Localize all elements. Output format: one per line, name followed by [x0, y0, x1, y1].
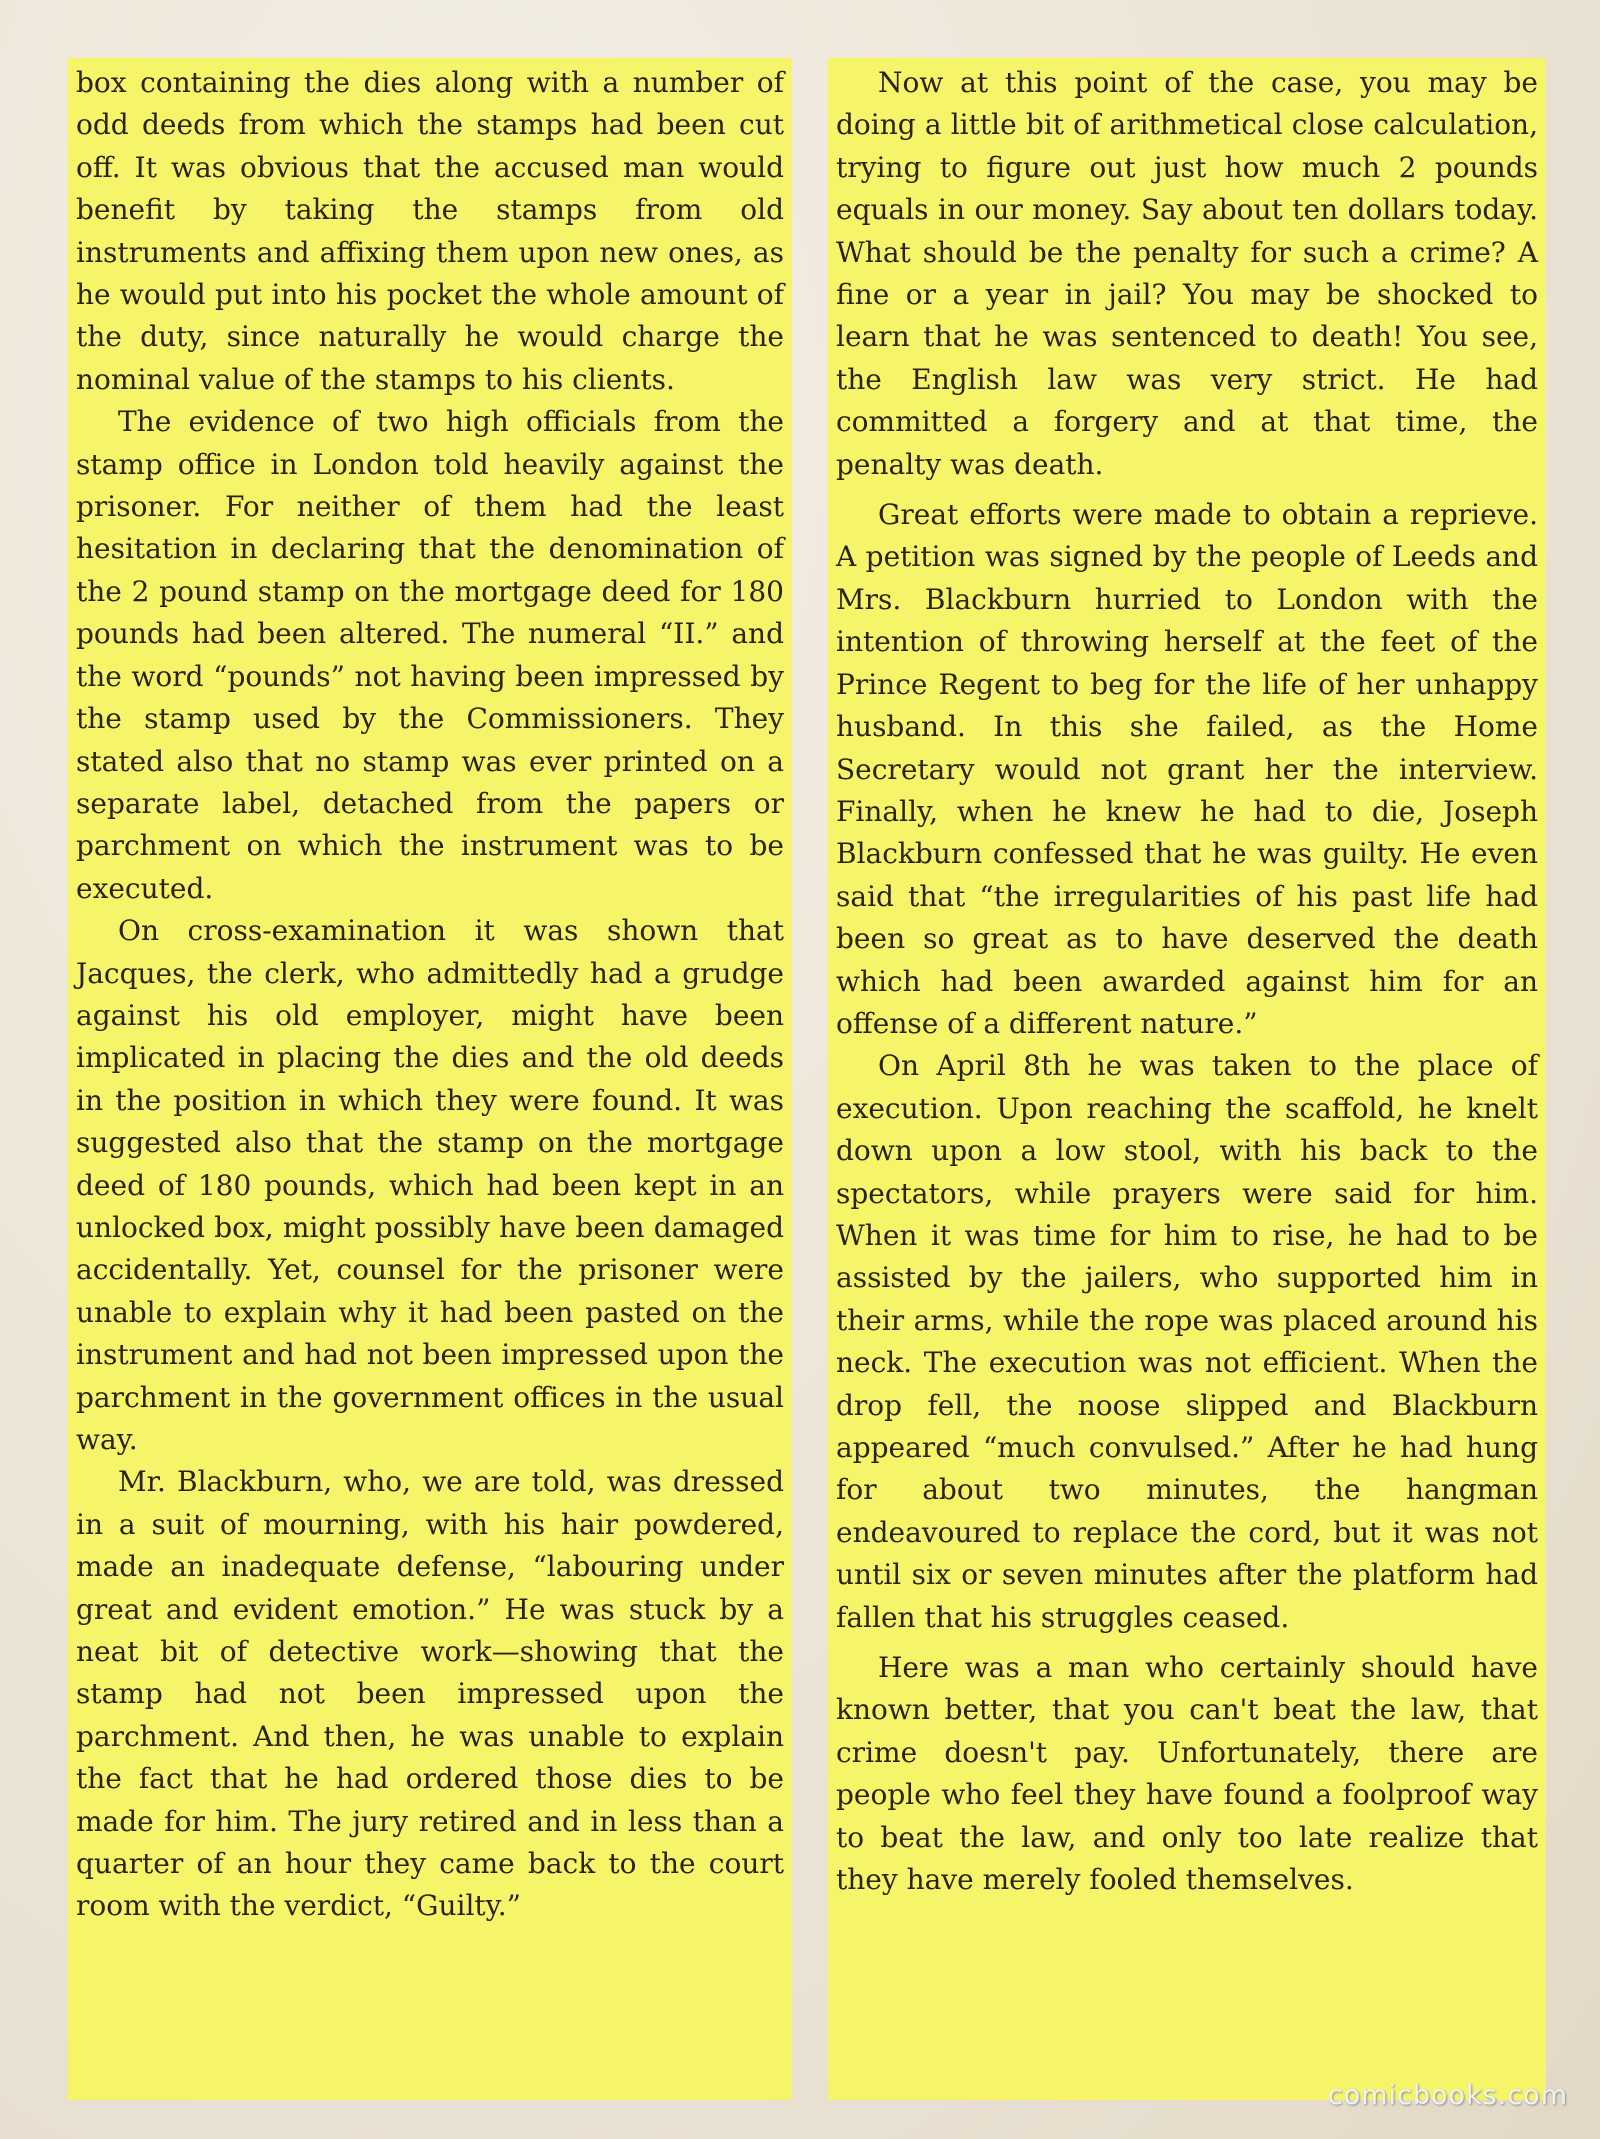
paragraph-gap — [836, 486, 1538, 494]
paragraph: Now at this point of the case, you may be doing a little bit of arithmetical close calculation, trying to figure out just how much 2 pounds equals in our money. Say about ten dollars today. What should be the penalty for such a crime? A fine or a year in jail? You may be shocked to learn that he was sentenced to death! You see, the English law was very strict. He had committed a forgery and at that time, the penalty was death. — [836, 66, 1538, 481]
right-text-column — [828, 58, 1546, 2100]
paragraph: Mr. Blackburn, who, we are told, was dressed in a suit of mourning, with his hair powdered, made an inadequate defense, “labouring under great and evident emotion.” He was stuck by a neat bit of detective work—showing that the stamp had not been impressed upon the parchment. And then, he was unable to explain the fact that he had ordered those dies to be made for him. The jury retired and in less than a quarter of an hour they came back to the court room with the verdict, “Guilty.” — [76, 1465, 784, 1923]
paragraph: The evidence of two high officials from the stamp office in London told heavily against the prisoner. For neither of them had the least hesitation in declaring that the denomination of the 2 pound stamp on the mortgage deed for 180 pounds had been altered. The numeral “II.” and the word “pounds” not having been impressed by the stamp used by the Commissioners. They stated also that no stamp was ever printed on a separate label, detached from the papers or parchment on which the instrument was to be executed. — [76, 405, 784, 905]
left-text-column — [68, 58, 792, 2100]
paragraph: box containing the dies along with a number of odd deeds from which the stamps had been cut off. It was obvious that the accused man would benefit by taking the stamps from old instruments and affixing them upon new ones, as he would put into his pocket the whole amount of the duty, since naturally he would charge the nominal value of the stamps to his clients. — [76, 66, 784, 396]
watermark-text: comicbooks.com — [1327, 2080, 1568, 2111]
paragraph: On cross-examination it was shown that Jacques, the clerk, who admittedly had a grudge against his old employer, might have been implicated in placing the dies and the old deeds in the position in which they were found. It was suggested also that the stamp on the mortgage deed of 180 pounds, which had been kept in an unlocked box, might possibly have been damaged accidentally. Yet, counsel for the prisoner were unable to explain why it had been pasted on the instrument and had not been impressed upon the parchment in the government offices in the usual way. — [76, 914, 784, 1456]
paragraph: Great efforts were made to obtain a reprieve. A petition was signed by the people of Leeds and Mrs. Blackburn hurried to London with the intention of throwing herself at the feet of the Prince Regent to beg for the life of her unhappy husband. In this she failed, as the Home Secretary would not grant her the interview. Finally, when he knew he had to die, Joseph Blackburn confessed that he was guilty. He even said that “the irregularities of his past life had been so great as to have deserved the death which had been awarded against him for an offense of a different nature.” — [836, 498, 1538, 1040]
paragraph: On April 8th he was taken to the place of execution. Upon reaching the scaffold, he knelt down upon a low stool, with his back to the spectators, while prayers were said for him. When it was time for him to rise, he had to be assisted by the jailers, who supported him in their arms, while the rope was placed around his neck. The execution was not efficient. When the drop fell, the noose slipped and Blackburn appeared “much convulsed.” After he had hung for about two minutes, the hangman endeavoured to replace the cord, but it was not until six or seven minutes after the platform had fallen that his struggles ceased. — [836, 1049, 1538, 1634]
paragraph-gap — [836, 1639, 1538, 1647]
paragraph: Here was a man who certainly should have known better, that you can't beat the law, that crime doesn't pay. Unfortunately, there are people who feel they have found a foolproof way to beat the law, and only too late realize that they have merely fooled themselves. — [836, 1651, 1538, 1897]
